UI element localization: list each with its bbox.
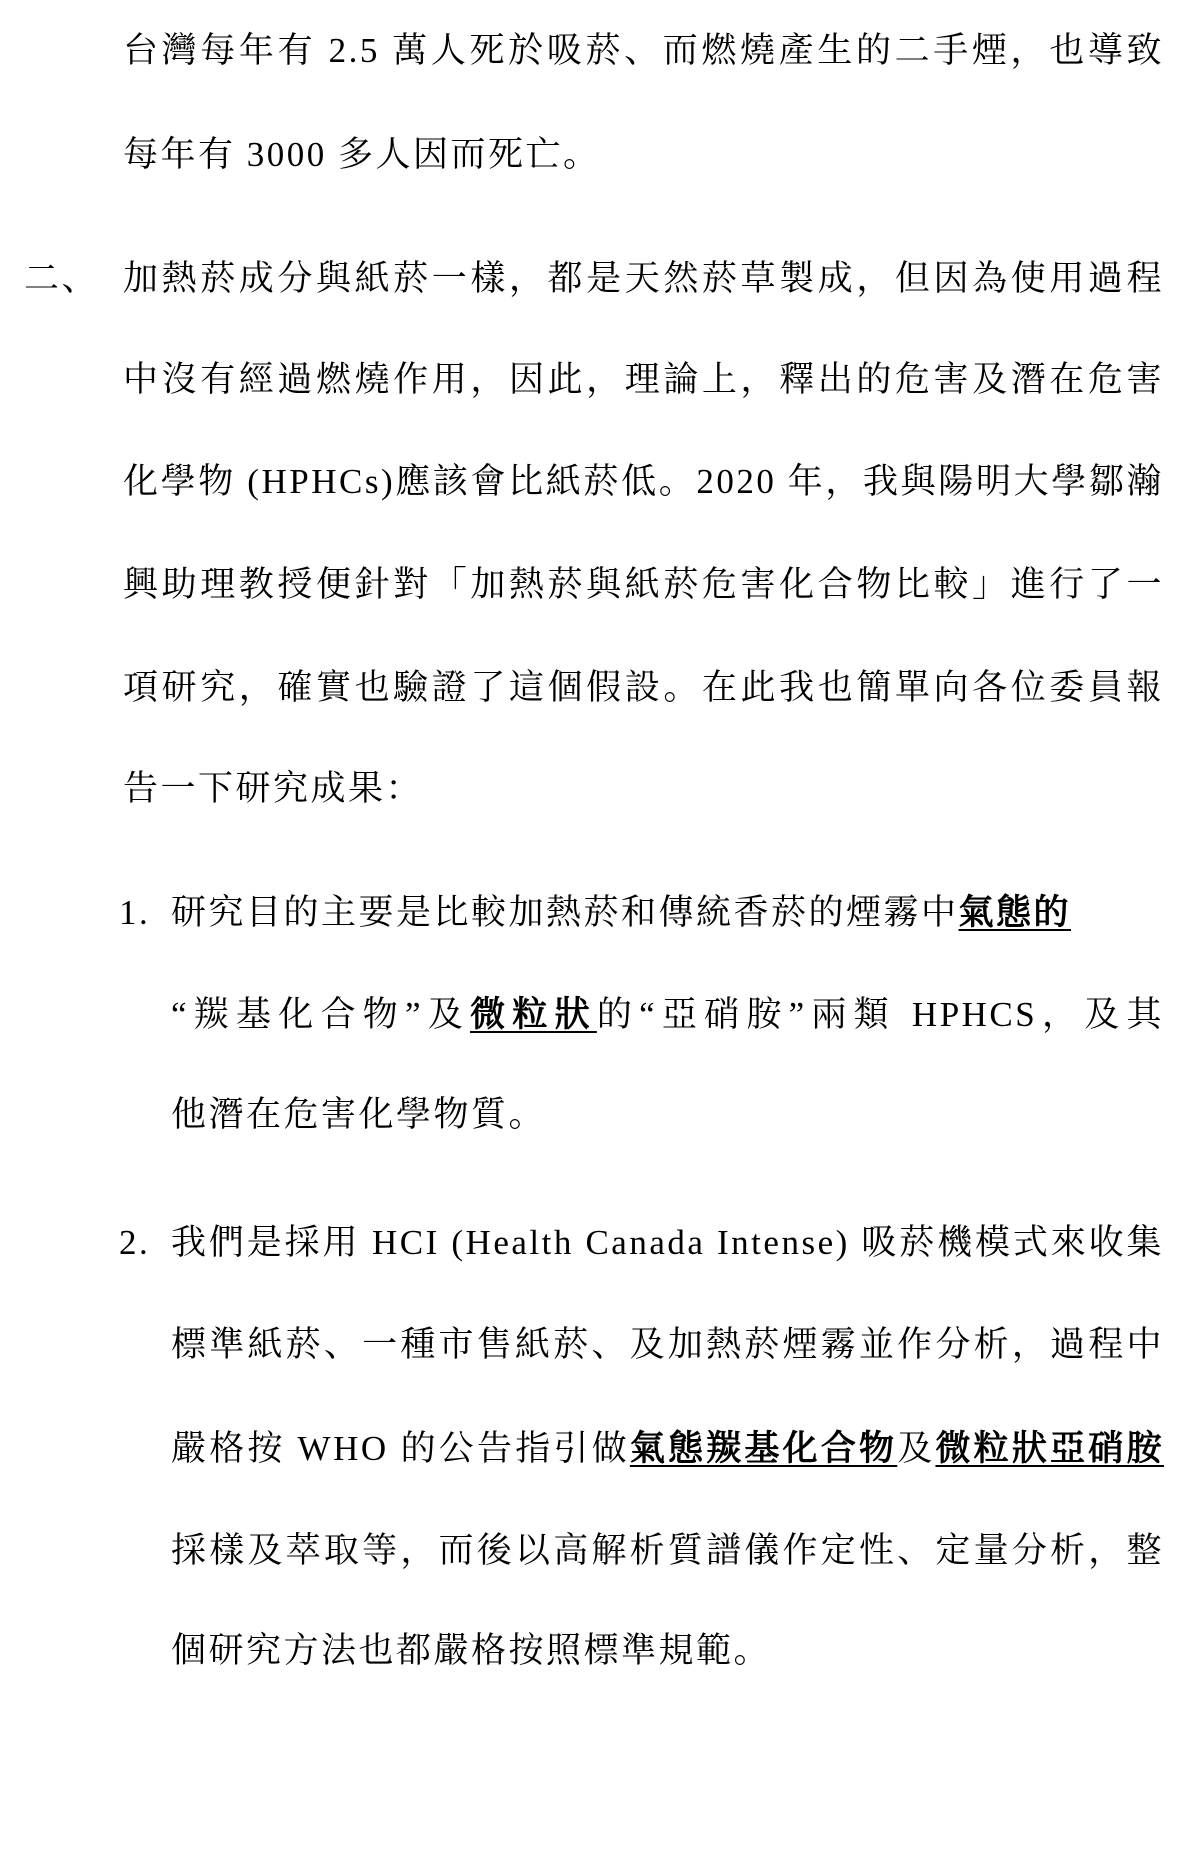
list-item-line bbox=[171, 1529, 1164, 1573]
paragraph-line: 項研究，確實也驗證了這個假設。在此我也簡單向各位委員報 bbox=[123, 668, 1164, 707]
text-segment: 及 bbox=[897, 1429, 936, 1468]
section-marker: 二、 bbox=[24, 259, 100, 298]
list-number: 2. bbox=[119, 1223, 151, 1262]
list-item-line bbox=[171, 1093, 1164, 1137]
text-segment: 研究目的主要是比較加熱菸和傳統香菸的煙霧中 bbox=[171, 893, 959, 932]
list-item-line bbox=[171, 1427, 1164, 1471]
paragraph-line: 化學物 (HPHCs)應該會比紙菸低。2020 年，我與陽明大學鄒瀚 bbox=[123, 462, 1164, 501]
list-item-line bbox=[171, 1629, 1164, 1673]
text-segment: 標準紙菸、一種市售紙菸、及加熱菸煙霧並作分析，過程中 bbox=[171, 1325, 1164, 1364]
list-number: 1. bbox=[119, 893, 151, 932]
text-segment: 的“亞硝胺”兩類 HPHCS，及其 bbox=[596, 995, 1164, 1034]
paragraph-line: 台灣每年有 2.5 萬人死於吸菸、而燃燒產生的二手煙，也導致 bbox=[123, 31, 1164, 70]
emphasized-term: 氣態羰基化合物 bbox=[629, 1429, 898, 1468]
text-segment: 他潛在危害化學物質。 bbox=[171, 1095, 547, 1134]
text-segment: 我們是採用 HCI (Health Canada Intense) 吸菸機模式來收集 bbox=[171, 1223, 1164, 1262]
paragraph-line: 告一下研究成果： bbox=[123, 769, 424, 808]
paragraph-line: 每年有 3000 多人因而死亡。 bbox=[123, 135, 601, 174]
paragraph-line: 加熱菸成分與紙菸一樣，都是天然菸草製成，但因為使用過程 bbox=[123, 259, 1164, 298]
list-item-line bbox=[171, 1323, 1164, 1367]
list-item-line bbox=[171, 1221, 1164, 1265]
text-segment: 個研究方法也都嚴格按照標準規範。 bbox=[171, 1631, 772, 1670]
paragraph-line: 中沒有經過燃燒作用，因此，理論上，釋出的危害及潛在危害 bbox=[123, 360, 1164, 399]
list-item-line bbox=[171, 891, 1164, 935]
emphasized-term: 微粒狀 bbox=[470, 995, 597, 1034]
text-segment: 採樣及萃取等，而後以高解析質譜儀作定性、定量分析，整 bbox=[171, 1531, 1164, 1570]
emphasized-term: 氣態的 bbox=[958, 893, 1072, 932]
text-segment: “羰基化合物”及 bbox=[171, 995, 471, 1034]
text-segment: 嚴格按 WHO 的公告指引做 bbox=[171, 1429, 630, 1468]
list-item-line bbox=[171, 993, 1164, 1037]
paragraph-line: 興助理教授便針對「加熱菸與紙菸危害化合物比較」進行了一 bbox=[123, 565, 1164, 604]
emphasized-term: 微粒狀亞硝胺 bbox=[935, 1429, 1164, 1468]
